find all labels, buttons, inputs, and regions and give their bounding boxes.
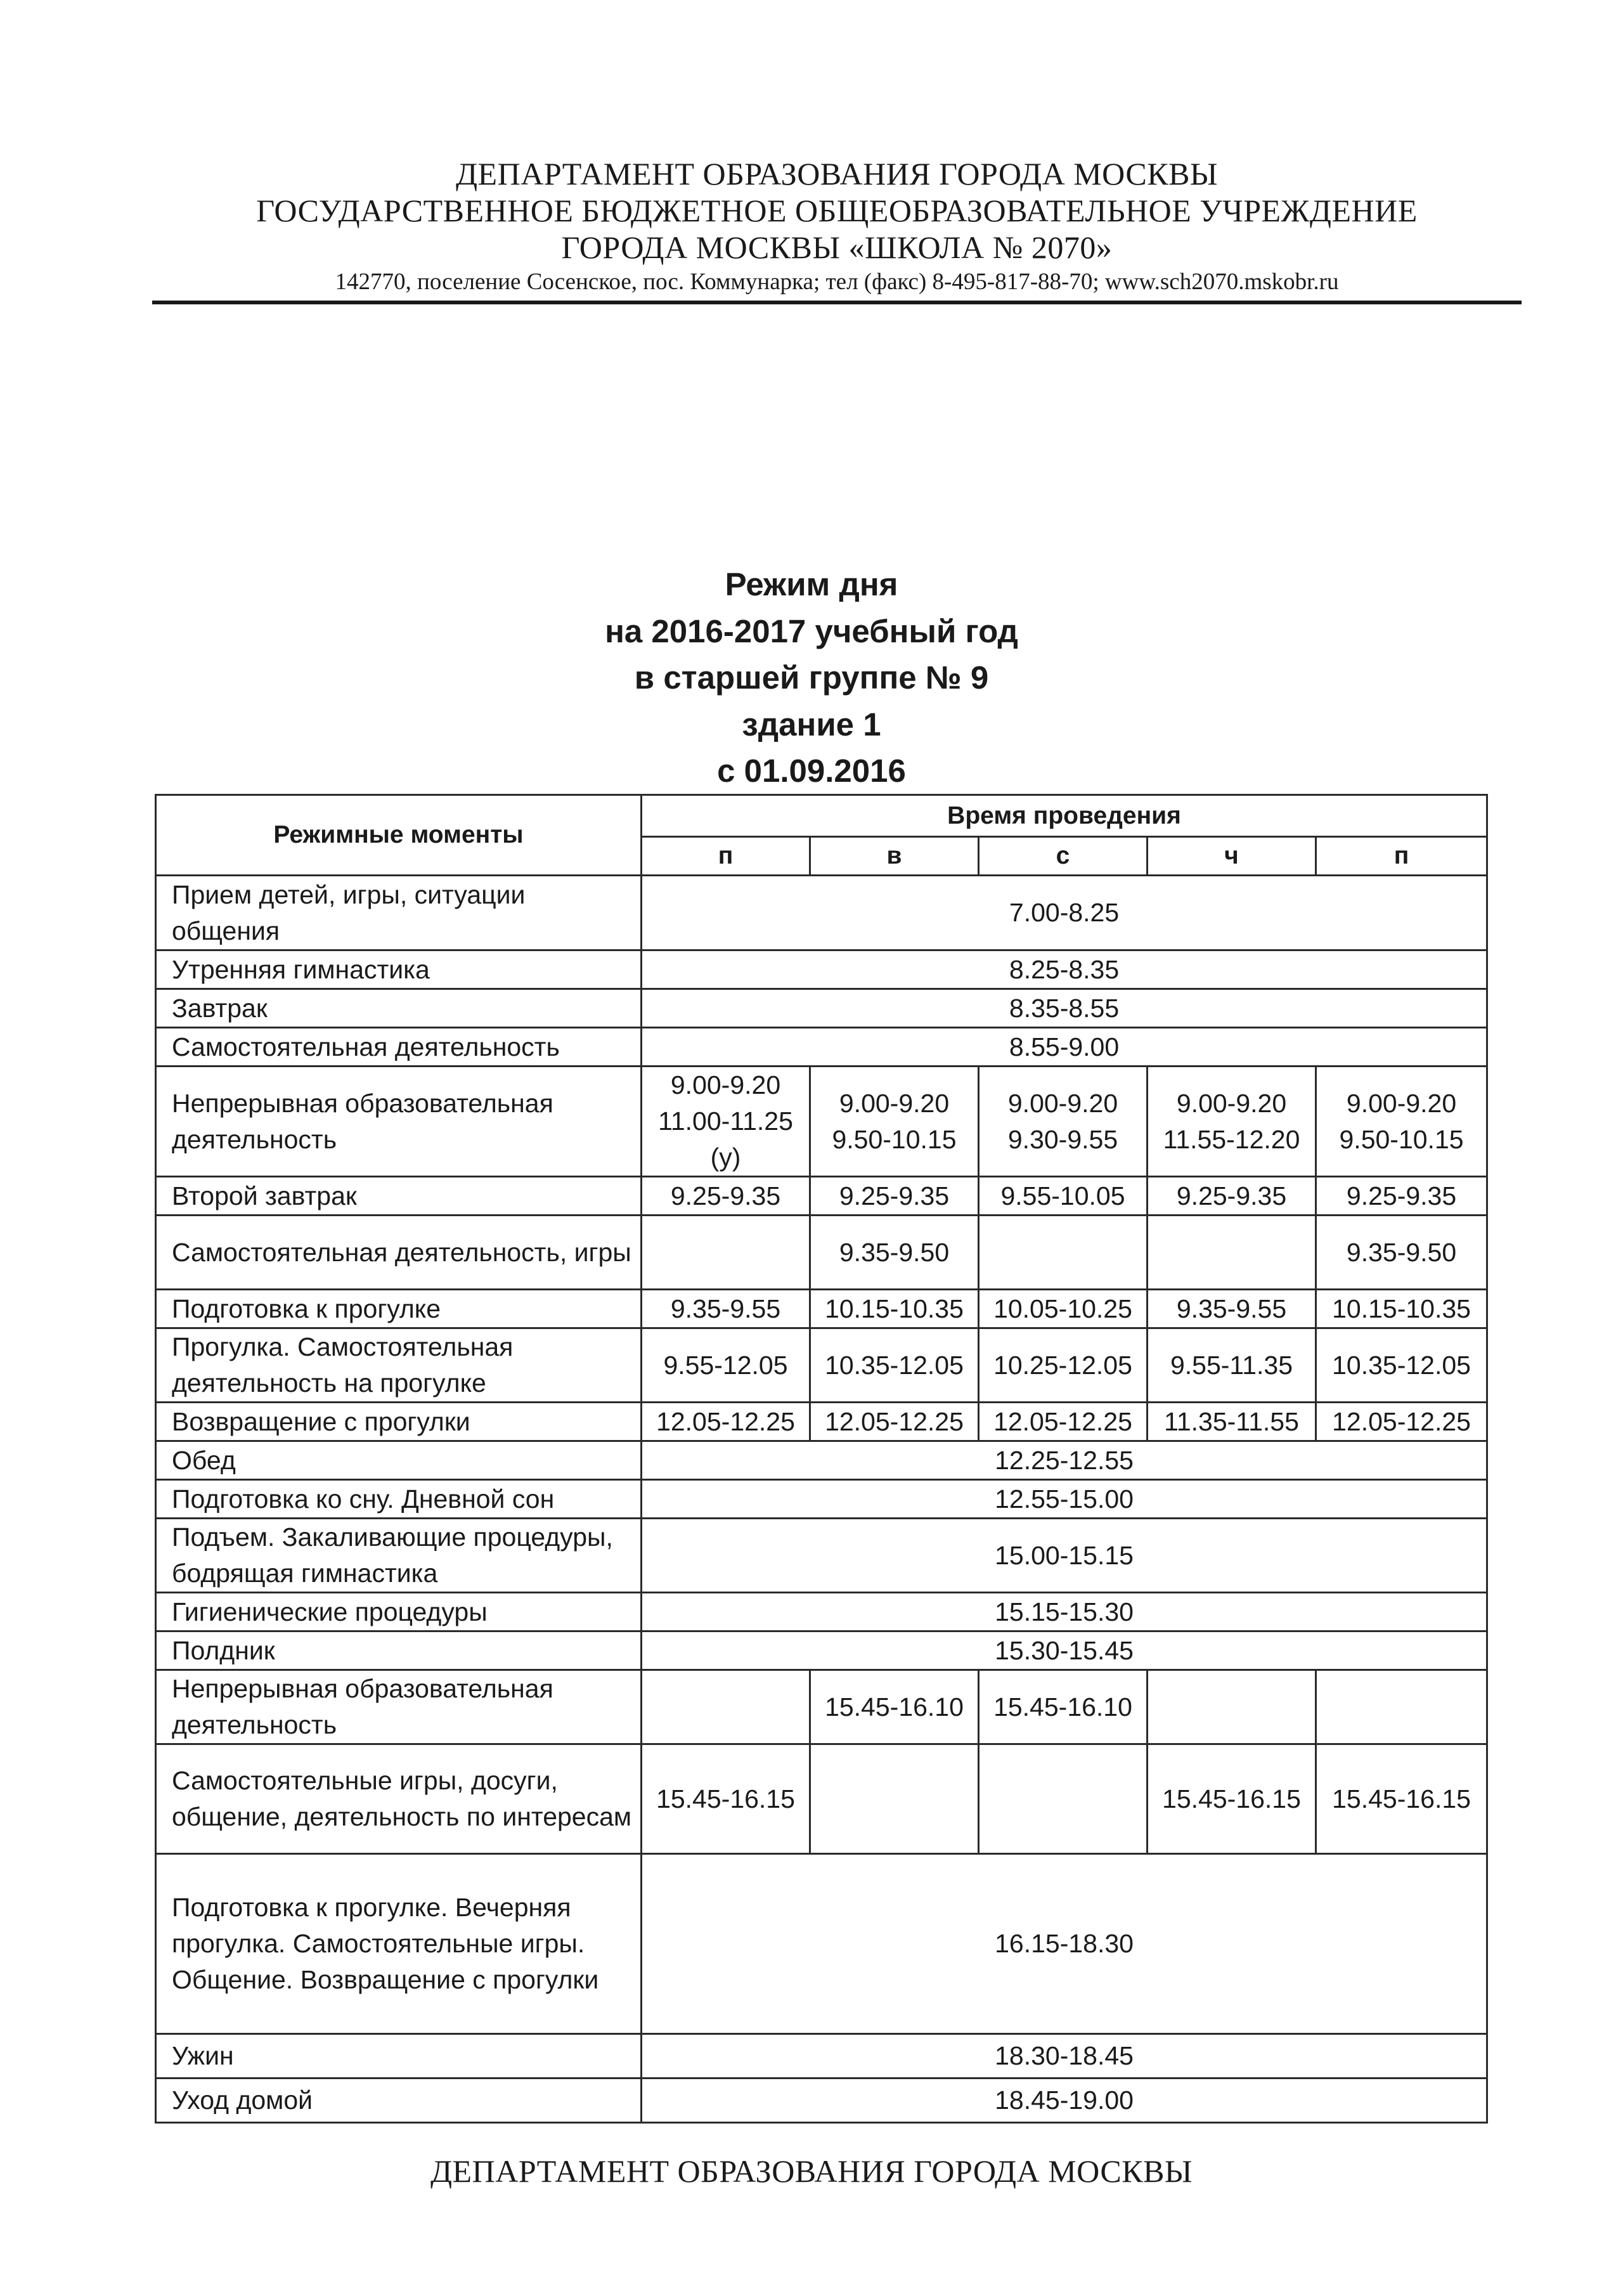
regime-moment-label: Ужин xyxy=(156,2034,642,2079)
time-cell: 15.45-16.15 xyxy=(642,1744,810,1854)
time-cell: 15.45-16.15 xyxy=(1316,1744,1487,1854)
time-cell: 9.25-9.35 xyxy=(1148,1177,1316,1216)
time-cell: 12.05-12.25 xyxy=(810,1403,979,1441)
table-row xyxy=(156,1744,1487,1854)
schedule-table xyxy=(155,794,1488,2124)
title-line-3: в старшей группе № 9 xyxy=(634,659,989,696)
time-cell xyxy=(1148,1670,1316,1744)
regime-moment-label: Завтрак xyxy=(156,989,642,1028)
table-row xyxy=(156,1631,1487,1670)
table-row xyxy=(156,1519,1487,1593)
time-cell: 9.25-9.35 xyxy=(642,1177,810,1216)
time-all-days: 12.55-15.00 xyxy=(642,1480,1487,1519)
time-cell: 9.55-12.05 xyxy=(642,1328,810,1403)
time-cell: 9.00-9.20 9.50-10.15 xyxy=(1316,1067,1487,1177)
regime-moment-label: Обед xyxy=(156,1441,642,1480)
table-row xyxy=(156,1403,1487,1441)
title-line-5: с 01.09.2016 xyxy=(717,753,906,789)
table-row xyxy=(156,989,1487,1028)
time-cell xyxy=(979,1744,1148,1854)
time-cell: 12.05-12.25 xyxy=(1316,1403,1487,1441)
letterhead-divider xyxy=(152,301,1522,304)
regime-moment-label: Самостоятельная деятельность, игры xyxy=(156,1216,642,1290)
time-cell: 10.15-10.35 xyxy=(1316,1290,1487,1328)
regime-moment-label: Прогулка. Самостоятельная деятельность на прогулке xyxy=(156,1328,642,1403)
table-row xyxy=(156,1854,1487,2034)
time-cell: 9.35-9.55 xyxy=(1148,1290,1316,1328)
time-all-days: 18.30-18.45 xyxy=(642,2034,1487,2079)
table-row xyxy=(156,2034,1487,2079)
table-header-row xyxy=(156,795,1487,837)
table-row xyxy=(156,2079,1487,2123)
time-cell: 12.05-12.25 xyxy=(979,1403,1148,1441)
day-header: с xyxy=(979,837,1148,876)
time-cell xyxy=(1148,1216,1316,1290)
regime-moment-label: Гигиенические процедуры xyxy=(156,1593,642,1631)
regime-moment-label: Уход домой xyxy=(156,2079,642,2123)
regime-moment-label: Прием детей, игры, ситуации общения xyxy=(156,876,642,950)
time-cell: 10.35-12.05 xyxy=(1316,1328,1487,1403)
time-cell: 10.05-10.25 xyxy=(979,1290,1148,1328)
time-cell: 9.55-10.05 xyxy=(979,1177,1148,1216)
time-cell: 10.35-12.05 xyxy=(810,1328,979,1403)
time-cell xyxy=(810,1744,979,1854)
title-line-4: здание 1 xyxy=(742,706,881,743)
time-cell: 15.45-16.10 xyxy=(810,1670,979,1744)
table-row xyxy=(156,1328,1487,1403)
time-cell: 9.00-9.20 11.00-11.25 (у) xyxy=(642,1067,810,1177)
day-header: п xyxy=(642,837,810,876)
regime-moment-label: Утренняя гимнастика xyxy=(156,950,642,989)
regime-moment-label: Подготовка ко сну. Дневной сон xyxy=(156,1480,642,1519)
regime-moment-label: Непрерывная образовательная деятельность xyxy=(156,1670,642,1744)
table-row xyxy=(156,1480,1487,1519)
time-cell: 9.35-9.50 xyxy=(1316,1216,1487,1290)
time-cell: 15.45-16.10 xyxy=(979,1670,1148,1744)
table-row xyxy=(156,1290,1487,1328)
letterhead-address: 142770, поселение Сосенское, пос. Коммунарка; тел (факс) 8-495-817-88-70; www.sch2070.mskobr.ru xyxy=(335,269,1339,295)
time-all-days: 15.00-15.15 xyxy=(642,1519,1487,1593)
table-row xyxy=(156,950,1487,989)
table-row xyxy=(156,1067,1487,1177)
time-cell: 9.35-9.55 xyxy=(642,1290,810,1328)
table-row xyxy=(156,1216,1487,1290)
regime-moment-label: Подготовка к прогулке xyxy=(156,1290,642,1328)
time-all-days: 15.15-15.30 xyxy=(642,1593,1487,1631)
table-row xyxy=(156,1028,1487,1067)
time-all-days: 8.35-8.55 xyxy=(642,989,1487,1028)
letterhead-department: ДЕПАРТАМЕНТ ОБРАЗОВАНИЯ ГОРОДА МОСКВЫ xyxy=(455,156,1219,191)
table-row xyxy=(156,876,1487,950)
regime-moment-label: Подготовка к прогулке. Вечерняя прогулка. Самостоятельные игры. Общение. Возвращение с прогулки xyxy=(156,1854,642,2034)
time-all-days: 8.55-9.00 xyxy=(642,1028,1487,1067)
time-all-days: 12.25-12.55 xyxy=(642,1441,1487,1480)
time-cell xyxy=(979,1216,1148,1290)
time-cell: 9.55-11.35 xyxy=(1148,1328,1316,1403)
footer-department: ДЕПАРТАМЕНТ ОБРАЗОВАНИЯ ГОРОДА МОСКВЫ xyxy=(430,2153,1193,2189)
regime-moment-label: Самостоятельная деятельность xyxy=(156,1028,642,1067)
column-header-moments: Режимные моменты xyxy=(156,795,642,876)
time-all-days: 7.00-8.25 xyxy=(642,876,1487,950)
regime-moment-label: Самостоятельные игры, досуги, общение, деятельность по интересам xyxy=(156,1744,642,1854)
time-cell: 9.35-9.50 xyxy=(810,1216,979,1290)
table-row xyxy=(156,1177,1487,1216)
time-all-days: 15.30-15.45 xyxy=(642,1631,1487,1670)
letterhead-school-name: ГОРОДА МОСКВЫ «ШКОЛА № 2070» xyxy=(561,230,1113,265)
time-cell xyxy=(642,1216,810,1290)
day-header: ч xyxy=(1148,837,1316,876)
table-row xyxy=(156,1593,1487,1631)
time-cell xyxy=(1316,1670,1487,1744)
time-cell: 10.15-10.35 xyxy=(810,1290,979,1328)
time-cell xyxy=(642,1670,810,1744)
regime-moment-label: Полдник xyxy=(156,1631,642,1670)
regime-moment-label: Непрерывная образовательная деятельность xyxy=(156,1067,642,1177)
title-line-1: Режим дня xyxy=(725,566,898,602)
time-all-days: 16.15-18.30 xyxy=(642,1854,1487,2034)
time-cell: 10.25-12.05 xyxy=(979,1328,1148,1403)
table-row xyxy=(156,1670,1487,1744)
time-cell: 9.00-9.20 11.55-12.20 xyxy=(1148,1067,1316,1177)
time-cell: 11.35-11.55 xyxy=(1148,1403,1316,1441)
column-header-time: Время проведения xyxy=(642,795,1487,837)
time-cell: 9.25-9.35 xyxy=(810,1177,979,1216)
time-cell: 9.00-9.20 9.30-9.55 xyxy=(979,1067,1148,1177)
time-cell: 15.45-16.15 xyxy=(1148,1744,1316,1854)
regime-moment-label: Возвращение с прогулки xyxy=(156,1403,642,1441)
time-all-days: 8.25-8.35 xyxy=(642,950,1487,989)
time-all-days: 18.45-19.00 xyxy=(642,2079,1487,2123)
letterhead xyxy=(152,155,1522,299)
time-cell: 9.00-9.20 9.50-10.15 xyxy=(810,1067,979,1177)
regime-moment-label: Второй завтрак xyxy=(156,1177,642,1216)
time-cell: 9.25-9.35 xyxy=(1316,1177,1487,1216)
time-cell: 12.05-12.25 xyxy=(642,1403,810,1441)
document-title xyxy=(0,561,1623,795)
day-header: п xyxy=(1316,837,1487,876)
letterhead-institution: ГОСУДАРСТВЕННОЕ БЮДЖЕТНОЕ ОБЩЕОБРАЗОВАТЕЛЬНОЕ УЧРЕЖДЕНИЕ xyxy=(256,193,1418,228)
day-header: в xyxy=(810,837,979,876)
title-line-2: на 2016-2017 учебный год xyxy=(605,613,1018,649)
regime-moment-label: Подъем. Закаливающие процедуры, бодрящая гимнастика xyxy=(156,1519,642,1593)
table-row xyxy=(156,1441,1487,1480)
